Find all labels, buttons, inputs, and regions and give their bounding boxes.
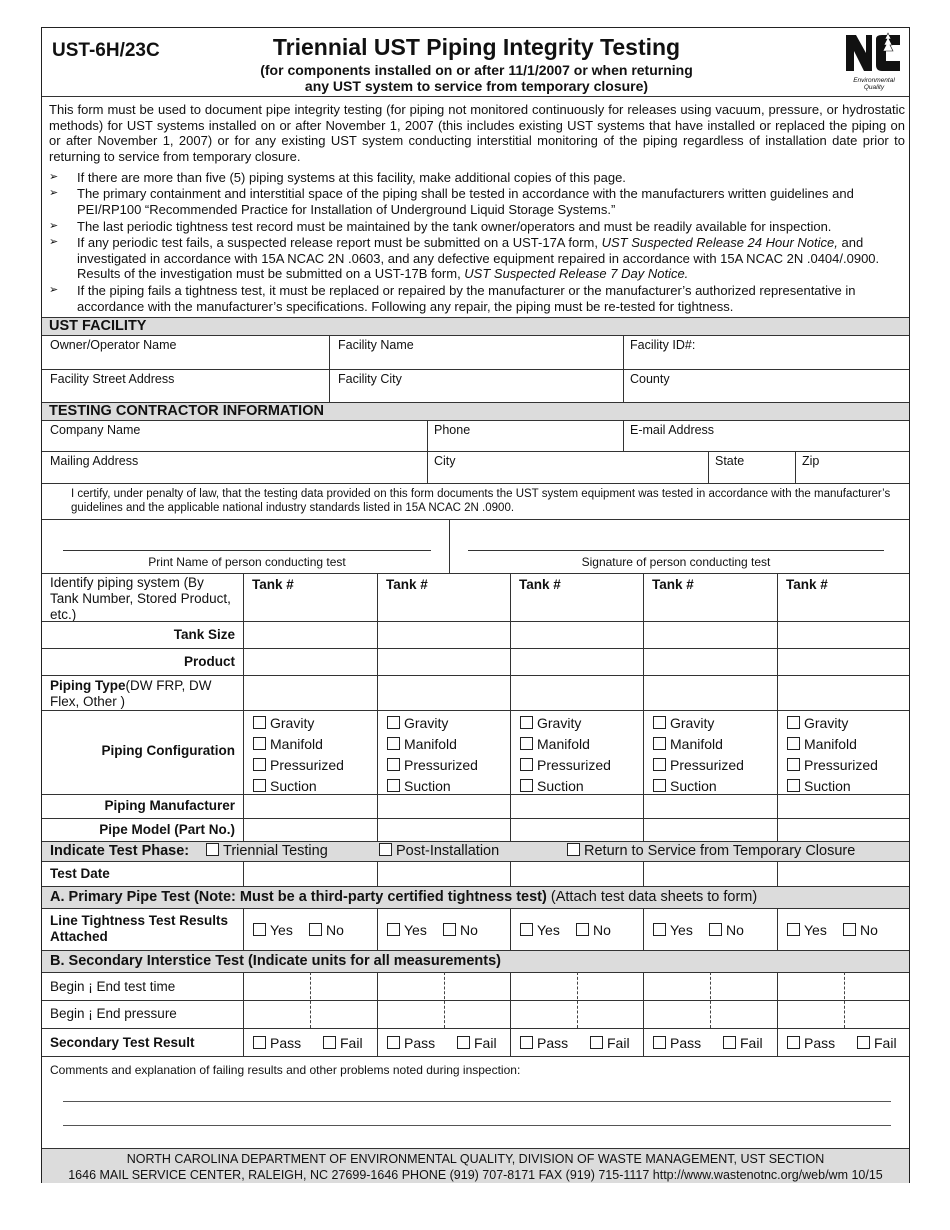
tank-5-config-suction-checkbox[interactable]: Suction	[787, 778, 851, 794]
tank-4-secondary-pass-checkbox[interactable]: Pass	[653, 1035, 701, 1051]
checkbox-icon[interactable]	[723, 1036, 736, 1049]
checkbox-icon[interactable]	[387, 923, 400, 936]
signature-line[interactable]	[468, 550, 884, 551]
checkbox-icon[interactable]	[387, 758, 400, 771]
county-field[interactable]: County	[630, 372, 670, 386]
facility-street-field[interactable]: Facility Street Address	[50, 372, 175, 386]
tank-3-secondary-fail-checkbox[interactable]: Fail	[590, 1035, 630, 1051]
checkbox-icon[interactable]	[253, 1036, 266, 1049]
checkbox-icon[interactable]	[457, 1036, 470, 1049]
state-field[interactable]: State	[715, 454, 745, 468]
checkbox-icon[interactable]	[590, 1036, 603, 1049]
tank-4-line-tightness-yes-checkbox[interactable]: Yes	[653, 922, 693, 938]
tank-5-secondary-fail-checkbox[interactable]: Fail	[857, 1035, 897, 1051]
checkbox-icon[interactable]	[843, 923, 856, 936]
checkbox-icon[interactable]	[787, 758, 800, 771]
tank-1-line-tightness-yes-checkbox[interactable]: Yes	[253, 922, 293, 938]
checkbox-icon[interactable]	[520, 923, 533, 936]
tank-5-config-gravity-checkbox[interactable]: Gravity	[787, 715, 848, 731]
nc-deq-logo	[842, 31, 906, 93]
test-date-label: Test Date	[50, 866, 110, 881]
tank-4-config-manifold-checkbox[interactable]: Manifold	[653, 736, 723, 752]
checkbox-icon[interactable]	[253, 737, 266, 750]
checkbox-icon[interactable]	[387, 737, 400, 750]
arrow-bullet-icon: ➢	[49, 236, 59, 248]
tank-1-line-tightness-no-checkbox[interactable]: No	[309, 922, 344, 938]
tank-2-config-suction-checkbox[interactable]: Suction	[387, 778, 451, 794]
checkbox-icon[interactable]	[576, 923, 589, 936]
tank-3-config-manifold-checkbox[interactable]: Manifold	[520, 736, 590, 752]
section-heading-facility: UST FACILITY	[49, 318, 147, 334]
tank-1-config-suction-checkbox[interactable]: Suction	[253, 778, 317, 794]
piping-manufacturer-label: Piping Manufacturer	[104, 798, 235, 813]
test-phase-label: Indicate Test Phase:	[50, 843, 190, 859]
checkbox-icon[interactable]	[520, 758, 533, 771]
checkbox-icon[interactable]	[857, 1036, 870, 1049]
section-heading-contractor: TESTING CONTRACTOR INFORMATION	[49, 403, 324, 419]
tank-4-config-gravity-checkbox[interactable]: Gravity	[653, 715, 714, 731]
footer-address: 1646 MAIL SERVICE CENTER, RALEIGH, NC 27699-1646 PHONE (919) 707-8171 FAX (919) 715-1117 http://www.wastenotnc.org/web/wm 10/15	[68, 1168, 883, 1182]
checkbox-icon[interactable]	[520, 779, 533, 792]
tank-1-config-manifold-checkbox[interactable]: Manifold	[253, 736, 323, 752]
tank-5-header[interactable]: Tank #	[786, 577, 828, 592]
tank-3-config-suction-checkbox[interactable]: Suction	[520, 778, 584, 794]
facility-city-field[interactable]: Facility City	[338, 372, 402, 386]
print-name-line[interactable]	[63, 550, 431, 551]
begin-end-time-label: Begin ¡ End test time	[50, 979, 176, 994]
arrow-bullet-icon: ➢	[49, 284, 59, 296]
checkbox-icon[interactable]	[787, 1036, 800, 1049]
phone-field[interactable]: Phone	[434, 423, 471, 437]
tank-2-config-gravity-checkbox[interactable]: Gravity	[387, 715, 448, 731]
tank-2-config-manifold-checkbox[interactable]: Manifold	[387, 736, 457, 752]
tank-2-line-tightness-yes-checkbox[interactable]: Yes	[387, 922, 427, 938]
tank-2-secondary-fail-checkbox[interactable]: Fail	[457, 1035, 497, 1051]
subtitle-line-2: any UST system to service from temporary closure)	[304, 78, 649, 94]
tank-3-header[interactable]: Tank #	[519, 577, 561, 592]
intro-paragraph: This form must be used to document pipe integrity testing (for piping not monitored continuously for releases using vacuum, pressure, or hydrostatic methods) for UST systems installed on or after November 1, 2007 (this includes existing UST systems that have installed or replaced the piping on or after November 1, 2007) or for any existing UST system conducting interstitial monitoring of the piping regardless of installation date prior to returning to service from temporary closure.	[49, 102, 905, 164]
certification-statement: I certify, under penalty of law, that the testing data provided on this form documents the UST system equipment was tested in accordance with the manufacturer’s guidelines and the applicable national industry standards listed in 15A NCAC 2N .0900.	[71, 488, 891, 514]
owner-operator-field[interactable]: Owner/Operator Name	[50, 338, 177, 352]
tank-5-config-pressurized-checkbox[interactable]: Pressurized	[787, 757, 878, 773]
tank-3-config-gravity-checkbox[interactable]: Gravity	[520, 715, 581, 731]
tank-3-line-tightness-yes-checkbox[interactable]: Yes	[520, 922, 560, 938]
logo-text-2: Quality	[863, 84, 885, 91]
tank-4-header[interactable]: Tank #	[652, 577, 694, 592]
tank-3-secondary-pass-checkbox[interactable]: Pass	[520, 1035, 568, 1051]
arrow-bullet-icon: ➢	[49, 187, 59, 199]
arrow-bullet-icon: ➢	[49, 171, 59, 183]
checkbox-icon[interactable]	[253, 779, 266, 792]
tank-size-label: Tank Size	[173, 627, 235, 642]
facility-id-field[interactable]: Facility ID#:	[630, 338, 696, 352]
checkbox-icon[interactable]	[653, 1036, 666, 1049]
tank-4-config-pressurized-checkbox[interactable]: Pressurized	[653, 757, 744, 773]
tank-2-secondary-pass-checkbox[interactable]: Pass	[387, 1035, 435, 1051]
checkbox-icon[interactable]	[653, 716, 666, 729]
checkbox-icon[interactable]	[253, 923, 266, 936]
checkbox-icon[interactable]	[709, 923, 722, 936]
comments-label: Comments and explanation of failing results and other problems noted during inspection:	[50, 1063, 521, 1077]
checkbox-icon[interactable]	[787, 923, 800, 936]
company-name-field[interactable]: Company Name	[50, 423, 141, 437]
checkbox-icon[interactable]	[653, 737, 666, 750]
checkbox-icon[interactable]	[653, 758, 666, 771]
product-label: Product	[183, 654, 235, 669]
tank-5-line-tightness-no-checkbox[interactable]: No	[843, 922, 878, 938]
checkbox-icon[interactable]	[787, 716, 800, 729]
primary-test-heading: A. Primary Pipe Test (Note: Must be a third-party certified tightness test) (Attach test data sheets to form)	[50, 889, 758, 905]
form-code: UST-6H/23C	[52, 40, 160, 61]
signature-label: Signature of person conducting test	[581, 555, 771, 569]
tank-1-config-gravity-checkbox[interactable]: Gravity	[253, 715, 314, 731]
tank-4-line-tightness-no-checkbox[interactable]: No	[709, 922, 744, 938]
tank-5-line-tightness-yes-checkbox[interactable]: Yes	[787, 922, 827, 938]
line-tightness-label: Line Tightness Test Results Attached	[50, 913, 229, 944]
tank-1-secondary-pass-checkbox[interactable]: Pass	[253, 1035, 301, 1051]
section-band-facility	[42, 317, 909, 335]
checkbox-icon[interactable]	[787, 737, 800, 750]
checkbox-icon[interactable]	[387, 716, 400, 729]
contractor-city-field[interactable]: City	[434, 454, 456, 468]
tank-3-config-pressurized-checkbox[interactable]: Pressurized	[520, 757, 611, 773]
tank-1-secondary-fail-checkbox[interactable]: Fail	[323, 1035, 363, 1051]
tank-3-line-tightness-no-checkbox[interactable]: No	[576, 922, 611, 938]
phase-post-installation-checkbox[interactable]: Post-Installation	[379, 843, 499, 859]
tank-4-config-suction-checkbox[interactable]: Suction	[653, 778, 717, 794]
checkbox-icon[interactable]	[323, 1036, 336, 1049]
checkbox-icon[interactable]	[387, 1036, 400, 1049]
tank-4-secondary-fail-checkbox[interactable]: Fail	[723, 1035, 763, 1051]
begin-end-pressure-label: Begin ¡ End pressure	[50, 1006, 177, 1021]
mailing-address-field[interactable]: Mailing Address	[50, 454, 139, 468]
secondary-result-label: Secondary Test Result	[50, 1035, 195, 1050]
ust-form: UST-6H/23C Triennial UST Piping Integrity Testing (for components installed on or after 11/1/2007 or when returning any UST system to service from temporary closure) Environmental Quality This form must be used to document pipe integrity testing (for piping not monitored continuously for releases using vacuum, pressure, or hydrostatic methods) for UST systems installed on or after November 1, 2007 (this includes existing UST systems that have installed or replaced the piping on or after November 1, 2007) or for any existing UST system conducting interstitial monitoring of the piping regardless of installation date prior to returning to service from temporary closure. ➢ If there are more than five (5) piping systems at this facility, make additional copies of this page. ➢ The primary containment and interstitial space of the piping shall be tested in accordance with the manufacturers written guidelines and PEI/RP100 “Recommended Practice for Installation of Underground Liquid Storage Systems.” ➢ The last periodic tightness test record must be maintained by the tank owner/operators and must be readily available for inspection. ➢ If any periodic test fails, a suspected release report must be submitted on a UST-17A form, UST Suspected Release 24 Hour Notice, and investigated in accordance with 15A NCAC 2N .0603, and any defective equipment repaired in accordance with 15A NCAC 2N .0404/.0900. Results of the investigation must be submitted on a UST-17B form, UST Suspected Release 7 Day Notice. ➢ If the piping fails a tightness test, it must be replaced or repaired by the manufacturer or the manufacturer’s authorized representative in accordance with the manufacturer’s specifications. Following any repair, the piping must be re-tested for tightness. UST FACILITY Owner/Operator Name Facility Name Facility ID#: Facility Street Address Facility City County TESTING CONTRACTOR INFORMATION Company Name Phone E-mail Address Mailing Address City State Zip I certify, under penalty of law, that the testing data provided on this form documents the UST system equipment was tested in accordance with the manufacturer’s guidelines and the applicable national industry standards listed in 15A NCAC 2N .0900. Print Name of person conducting test Signature of person conducting test Identify piping system (By Tank Number, Stored Product, etc.) Tank # Tank # Tank # Tank # Tank # Tank Size Product Piping Type(DW FRP, DW Flex, Other ) Piping Configuration Gravity Manifold Pressurized Suction Gravity Manifold Pressurized Suction Gravity Manifold Pressurized Suction Gravity Manifold Pressurized Suction Gravity Manifold Pressurized Suction Piping Manufacturer Pipe Model (Part No.) Indicate Test Phase: Triennial Testing Post-Installation Return to Service from Temporary Closure Test Date A. Primary Pipe Test (Note: Must be a third-party certified tightness test) (Attach test data sheets to form) Line Tightness Test Results Attached Yes No Yes No Yes No Yes No Yes No B. Secondary Interstice Test (Indicate units for all measurements) Begin ¡ End test time Begin ¡ End pressure Secondary Test Result Pass Fail Pass Fail Pass Fail Pass Fail Pass Fail Comments and explanation of failing results and other problems noted during inspection: NORTH CAROLINA DEPARTMENT OF ENVIRONMENTAL QUALITY, DIVISION OF WASTE MANAGEMENT, UST SECTION 1646 MAIL SERVICE CENTER, RALEIGH, NC 27699-1646 PHONE (919) 707-8171 FAX (919) 715-1117 http://www.wastenotnc.org/web/wm 10/15	[41, 27, 910, 1183]
tank-1-header[interactable]: Tank #	[252, 577, 294, 592]
logo-text-1: Environmental	[853, 77, 895, 84]
comment-line-1[interactable]	[63, 1101, 891, 1102]
comment-line-2[interactable]	[63, 1125, 891, 1126]
identify-piping-label: Identify piping system (By Tank Number, Stored Product, etc.)	[50, 575, 231, 622]
facility-name-field[interactable]: Facility Name	[338, 338, 414, 352]
subtitle-line-1: (for components installed on or after 11/1/2007 or when returning	[260, 62, 693, 78]
piping-config-label: Piping Configuration	[101, 743, 235, 758]
checkbox-icon[interactable]	[653, 923, 666, 936]
checkbox-icon[interactable]	[520, 1036, 533, 1049]
form-subtitle	[42, 62, 911, 94]
checkbox-icon[interactable]	[787, 779, 800, 792]
zip-field[interactable]: Zip	[802, 454, 820, 468]
phase-return-to-service-checkbox[interactable]: Return to Service from Temporary Closure	[567, 843, 855, 859]
arrow-bullet-icon: ➢	[49, 220, 59, 232]
tank-2-line-tightness-no-checkbox[interactable]: No	[443, 922, 478, 938]
checkbox-icon[interactable]	[520, 716, 533, 729]
tank-5-secondary-pass-checkbox[interactable]: Pass	[787, 1035, 835, 1051]
tank-2-config-pressurized-checkbox[interactable]: Pressurized	[387, 757, 478, 773]
pipe-model-label: Pipe Model (Part No.)	[99, 822, 235, 837]
checkbox-icon[interactable]	[653, 779, 666, 792]
form-title: Triennial UST Piping Integrity Testing	[272, 34, 681, 60]
checkbox-icon[interactable]	[253, 716, 266, 729]
tank-5-config-manifold-checkbox[interactable]: Manifold	[787, 736, 857, 752]
checkbox-icon[interactable]	[387, 779, 400, 792]
tank-1-config-pressurized-checkbox[interactable]: Pressurized	[253, 757, 344, 773]
piping-type-label: Piping Type(DW FRP, DW Flex, Other )	[50, 678, 212, 709]
email-field[interactable]: E-mail Address	[630, 423, 715, 437]
tank-2-header[interactable]: Tank #	[386, 577, 428, 592]
phase-triennial-checkbox[interactable]: Triennial Testing	[206, 843, 328, 859]
print-name-label: Print Name of person conducting test	[148, 555, 346, 569]
footer-agency: NORTH CAROLINA DEPARTMENT OF ENVIRONMENTAL QUALITY, DIVISION OF WASTE MANAGEMENT, UST SECTION	[126, 1152, 825, 1166]
checkbox-icon[interactable]	[253, 758, 266, 771]
checkbox-icon[interactable]	[443, 923, 456, 936]
checkbox-icon[interactable]	[309, 923, 322, 936]
secondary-test-heading: B. Secondary Interstice Test (Indicate units for all measurements)	[50, 953, 501, 969]
divider	[42, 96, 909, 97]
checkbox-icon[interactable]	[520, 737, 533, 750]
